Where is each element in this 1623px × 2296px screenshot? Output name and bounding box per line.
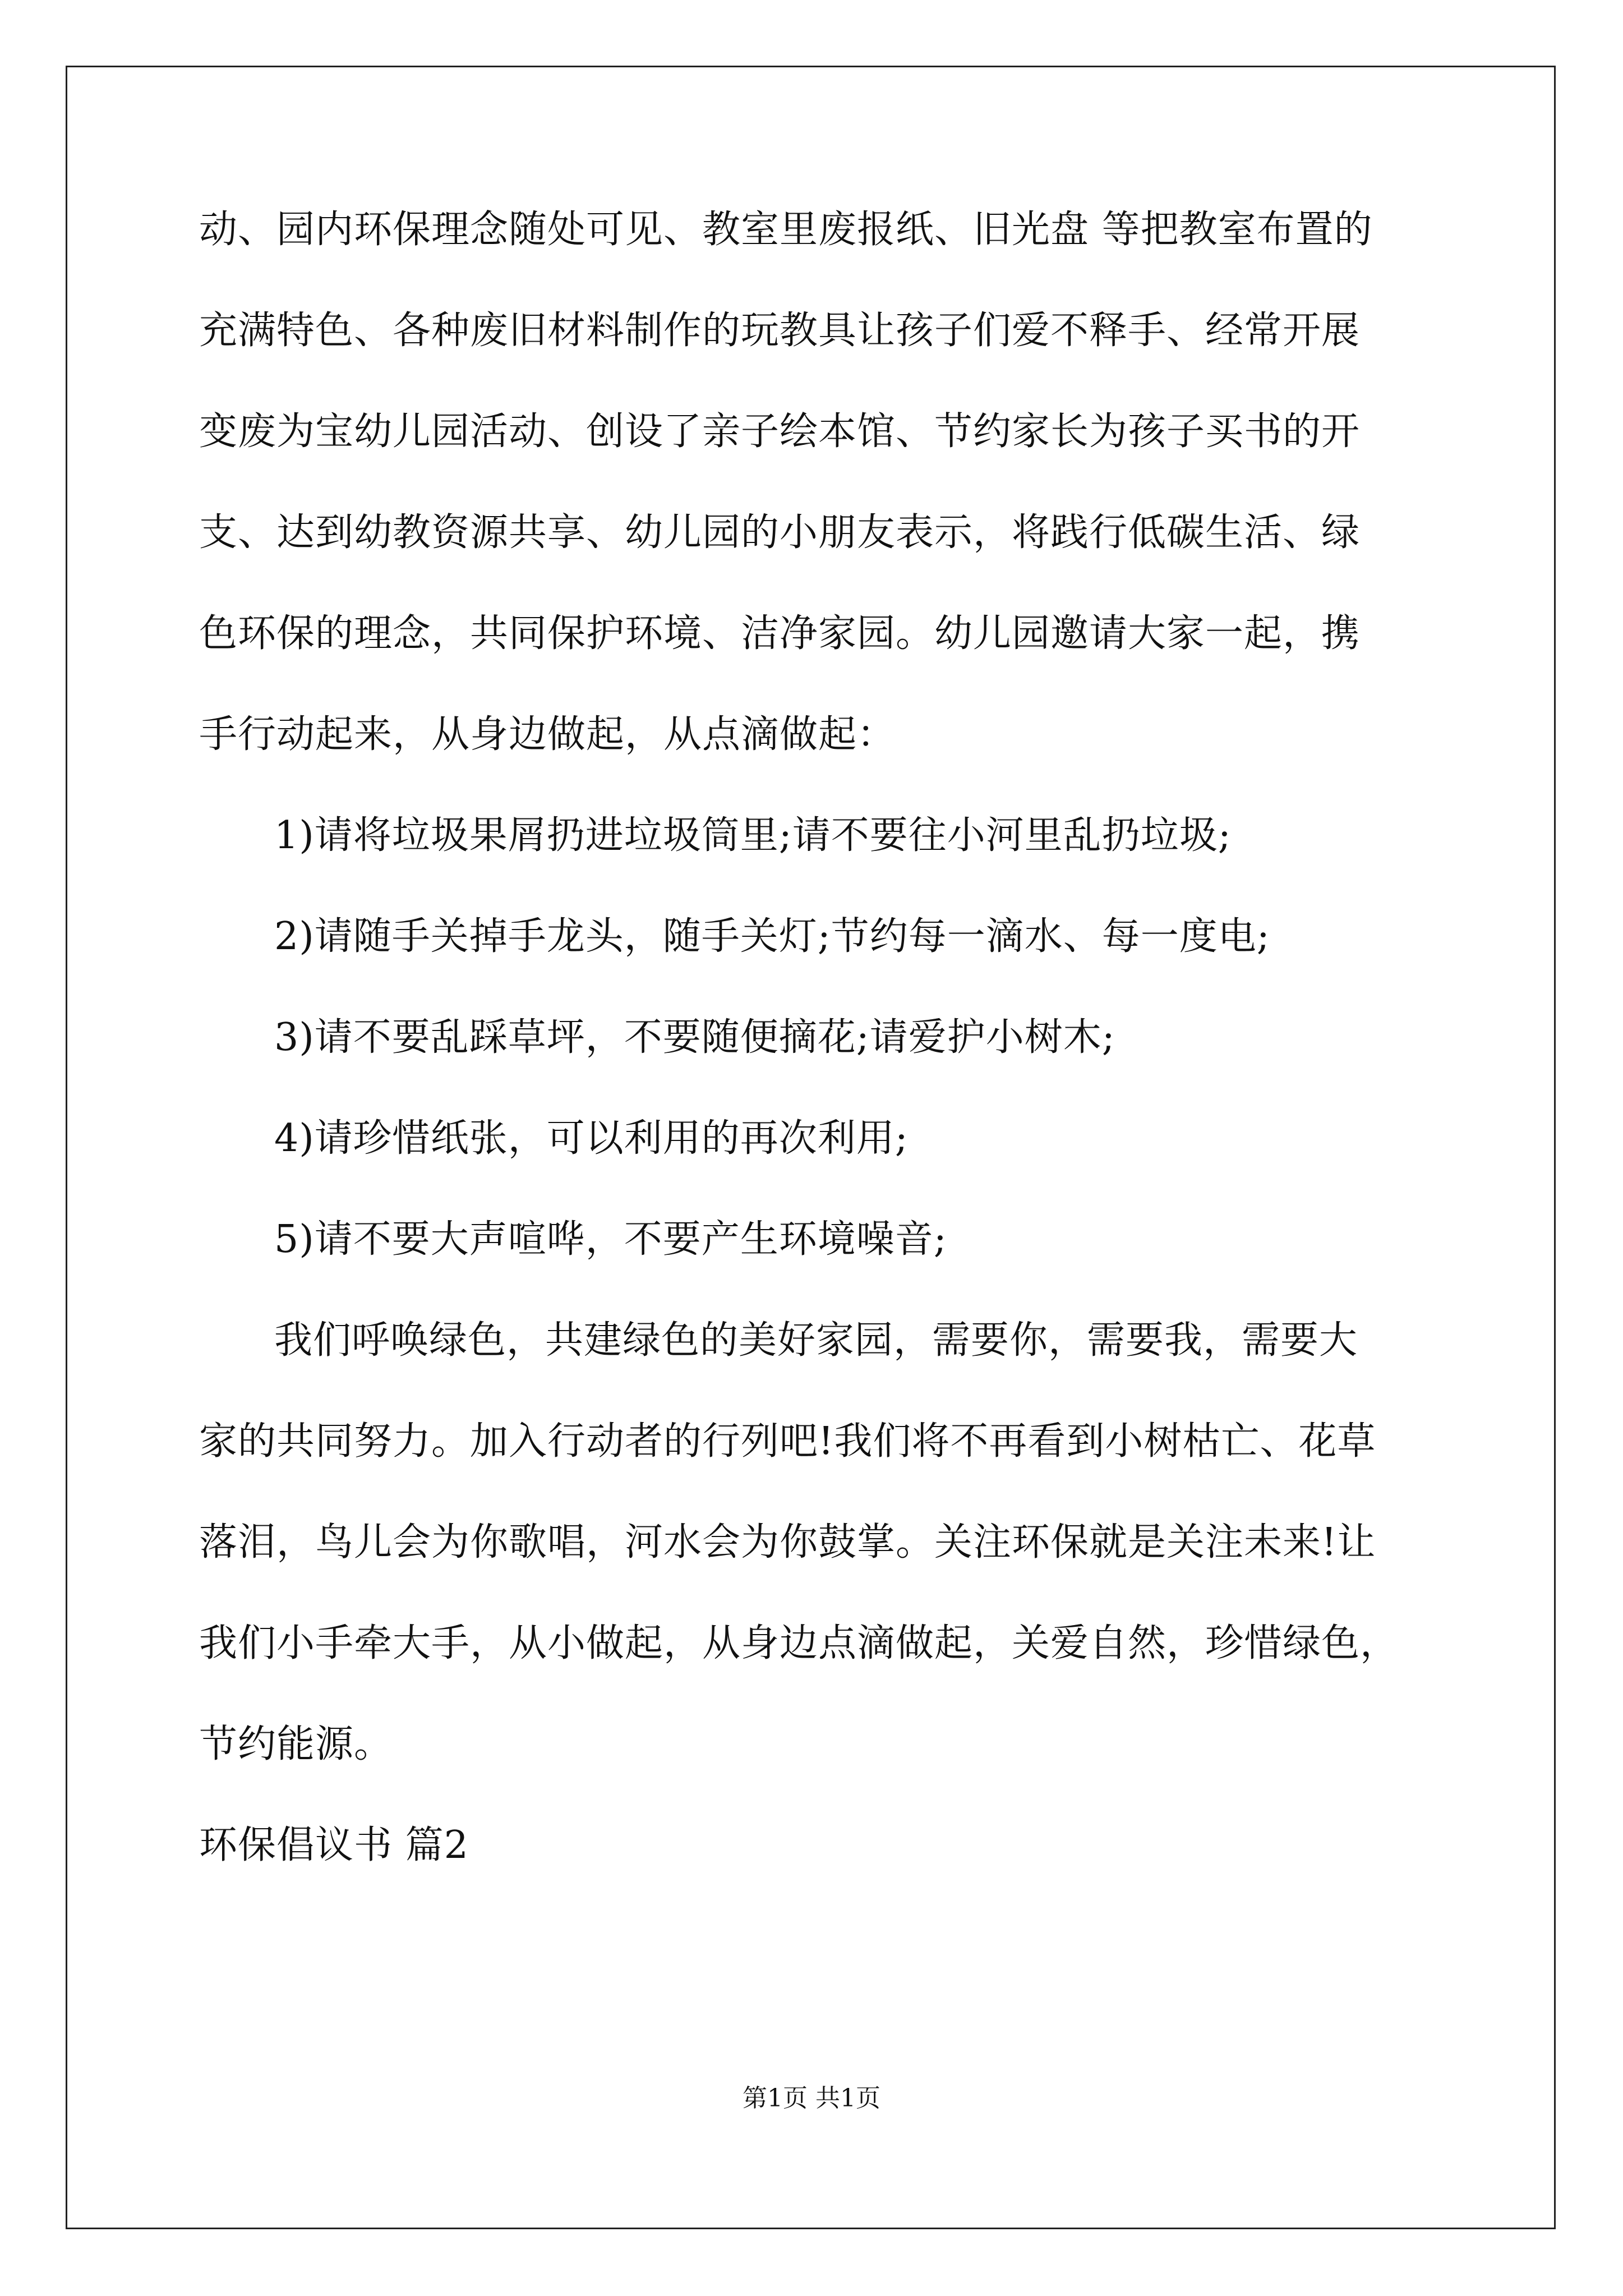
list-item: 1)请将垃圾果屑扔进垃圾筒里;请不要往小河里乱扔垃圾;: [274, 813, 1232, 858]
text-line: 充满特色、各种废旧材料制作的玩教具让孩子们爱不释手、经常开展: [199, 309, 1361, 353]
text-line: 节约能源。: [199, 1722, 393, 1766]
text-line: 我们小手牵大手，从小做起，从身边点滴做起，关爱自然，珍惜绿色，: [199, 1621, 1399, 1665]
text-line: 手行动起来，从身边做起，从点滴做起：: [199, 712, 896, 757]
list: [199, 813, 1433, 1262]
paragraph-2: [199, 1318, 1433, 1767]
text-line: 家的共同努力。加入行动者的行列吧!我们将不再看到小树枯亡、花草: [199, 1419, 1376, 1464]
text-line: 色环保的理念，共同保护环境、洁净家园。幼儿园邀请大家一起，携: [199, 611, 1361, 656]
list-item: 3)请不要乱踩草坪，不要随便摘花;请爱护小树木;: [274, 1015, 1115, 1060]
text-line: 动、园内环保理念随处可见、教室里废报纸、旧光盘 等把教室布置的: [199, 208, 1373, 252]
document-body: [199, 208, 1433, 1868]
list-item: 4)请珍惜纸张，可以利用的再次利用;: [274, 1116, 909, 1161]
paragraph-1: [199, 208, 1433, 757]
list-item: 2)请随手关掉手龙头，随手关灯;节约每一滴水、每一度电;: [274, 914, 1270, 959]
section-heading: 环保倡议书 篇2: [199, 1823, 469, 1867]
list-item: 5)请不要大声喧哗，不要产生环境噪音;: [274, 1217, 947, 1262]
text-line: 落泪，鸟儿会为你歌唱，河水会为你鼓掌。关注环保就是关注未来!让: [199, 1520, 1376, 1565]
text-line: 变废为宝幼儿园活动、创设了亲子绘本馆、节约家长为孩子买书的开: [199, 409, 1361, 454]
page-number-footer: 第1页 共1页: [743, 2084, 880, 2113]
text-line: 我们呼唤绿色，共建绿色的美好家园，需要你，需要我，需要大: [274, 1318, 1358, 1363]
text-line: 支、达到幼教资源共享、幼儿园的小朋友表示，将践行低碳生活、绿: [199, 510, 1361, 555]
